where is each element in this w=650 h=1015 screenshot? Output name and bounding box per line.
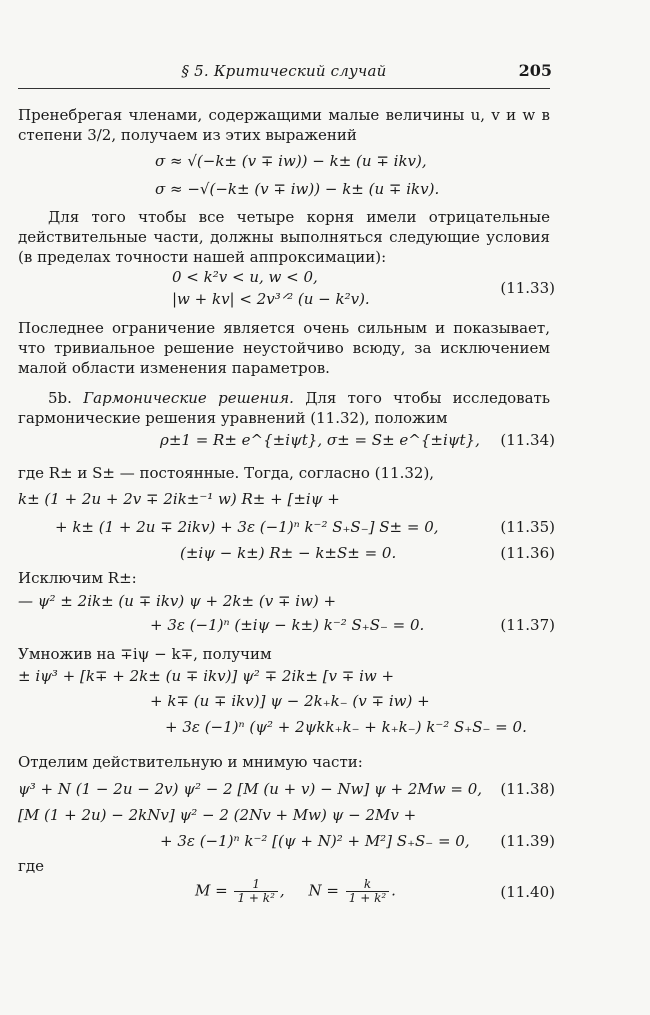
running-title: § 5. Критический случай [181, 62, 387, 80]
paragraph-separate-parts: Отделим действительную и мнимую части: [18, 753, 363, 771]
section-text: Для того чтобы исследовать гармонические решения уравнений (11.32), положим [18, 389, 550, 427]
m-numerator: 1 [252, 877, 260, 891]
paragraph-stability-conditions: Для того чтобы все четыре корня имели отрицательные действительные части, должны выполняться следующие условия (в пределах точности нашей аппроксимации): [18, 208, 550, 266]
running-head [18, 58, 550, 89]
equation-number-11-38: (11.38) [500, 780, 555, 798]
equation-number-11-37: (11.37) [500, 616, 555, 634]
equation-condition-2: |w + kv| < 2v³ᐟ² (u − k²v). [172, 290, 370, 308]
equation-system-line-3: (±iψ − k±) R± − k±S± = 0. [180, 544, 397, 562]
equation-m-n-definitions: M = $\frac{1}{\text{1 + k²}}$ , N = $\frac{k}{\text{1 + k²}}$ . [195, 877, 396, 905]
equation-number-11-36: (11.36) [500, 544, 555, 562]
equation-eliminated-line-1: — ψ² ± 2ik± (u ∓ ikv) ψ + 2k± (v ∓ iw) + [18, 592, 337, 610]
equation-condition-1: 0 < k²v < u, w < 0, [172, 268, 318, 286]
section-title: Гармонические решения. [83, 389, 294, 407]
paragraph-harmonic-solutions [18, 388, 550, 428]
equation-system-line-2: + k± (1 + 2u ∓ 2ikv) + 3ε (−1)ⁿ k⁻² S₊S₋] S± = 0, [55, 518, 439, 536]
n-denominator: 1 + k² [346, 891, 389, 905]
section-label: 5b. [48, 389, 72, 407]
n-definition-lhs: N = [308, 881, 339, 900]
paragraph-multiply: Умножив на ∓iψ − k∓, получим [18, 645, 272, 663]
equation-system-line-1: k± (1 + 2u + 2v ∓ 2ik±⁻¹ w) R± + [±iψ + [18, 490, 340, 508]
equation-ansatz: ρ±1 = R± e^{±iψt}, σ± = S± e^{±iψt}, [160, 431, 480, 449]
equation-number-11-39: (11.39) [500, 832, 555, 850]
equation-sigma-plus: σ ≈ √(−k± (v ∓ iw)) − k± (u ∓ ikv), [155, 152, 427, 170]
equation-number-11-34: (11.34) [500, 431, 555, 449]
n-fraction [346, 878, 389, 905]
equation-real-part: ψ³ + N (1 − 2u − 2v) ψ² − 2 [M (u + v) − Nw] ψ + 2Mw = 0, [18, 780, 483, 798]
equation-imaginary-line-2: + 3ε (−1)ⁿ k⁻² [(ψ + N)² + M²] S₊S₋ = 0, [160, 832, 470, 850]
paragraph-constants: где R± и S± — постоянные. Тогда, согласно (11.32), [18, 464, 435, 482]
equation-number-11-40: (11.40) [500, 883, 555, 901]
m-definition-lhs: M = [195, 881, 228, 900]
paragraph-eliminate: Исключим R±: [18, 569, 137, 587]
equation-multiplied-line-2: + k∓ (u ∓ ikv)] ψ − 2k₊k₋ (v ∓ iw) + [150, 692, 430, 710]
equation-sigma-minus: σ ≈ −√(−k± (v ∓ iw)) − k± (u ∓ ikv). [155, 180, 440, 198]
paragraph-restriction: Последнее ограничение является очень сильным и показывает, что тривиальное решение неустойчиво всюду, за исключением малой области изменения параметров. [18, 319, 550, 377]
equation-imaginary-line-1: [M (1 + 2u) − 2kNv] ψ² − 2 (2Nv + Mw) ψ − 2Mv + [18, 806, 417, 824]
equation-multiplied-line-3: + 3ε (−1)ⁿ (ψ² + 2ψkk₊k₋ + k₊k₋) k⁻² S₊S₋ = 0. [165, 718, 527, 736]
equation-eliminated-line-2: + 3ε (−1)ⁿ (±iψ − k±) k⁻² S₊S₋ = 0. [150, 616, 425, 634]
paragraph-neglect-terms: Пренебрегая членами, содержащими малые величины u, v и w в степени 3/2, получаем из этих выражений [18, 106, 550, 144]
paragraph-where: где [18, 857, 44, 875]
n-numerator: k [363, 877, 372, 891]
equation-multiplied-line-1: ± iψ³ + [k∓ + 2k± (u ∓ ikv)] ψ² ∓ 2ik± [v ∓ iw + [18, 667, 395, 685]
page-number: 205 [518, 61, 552, 80]
m-fraction [234, 878, 277, 905]
equation-number-11-35: (11.35) [500, 518, 555, 536]
m-denominator: 1 + k² [234, 891, 277, 905]
equation-number-11-33: (11.33) [500, 279, 555, 297]
